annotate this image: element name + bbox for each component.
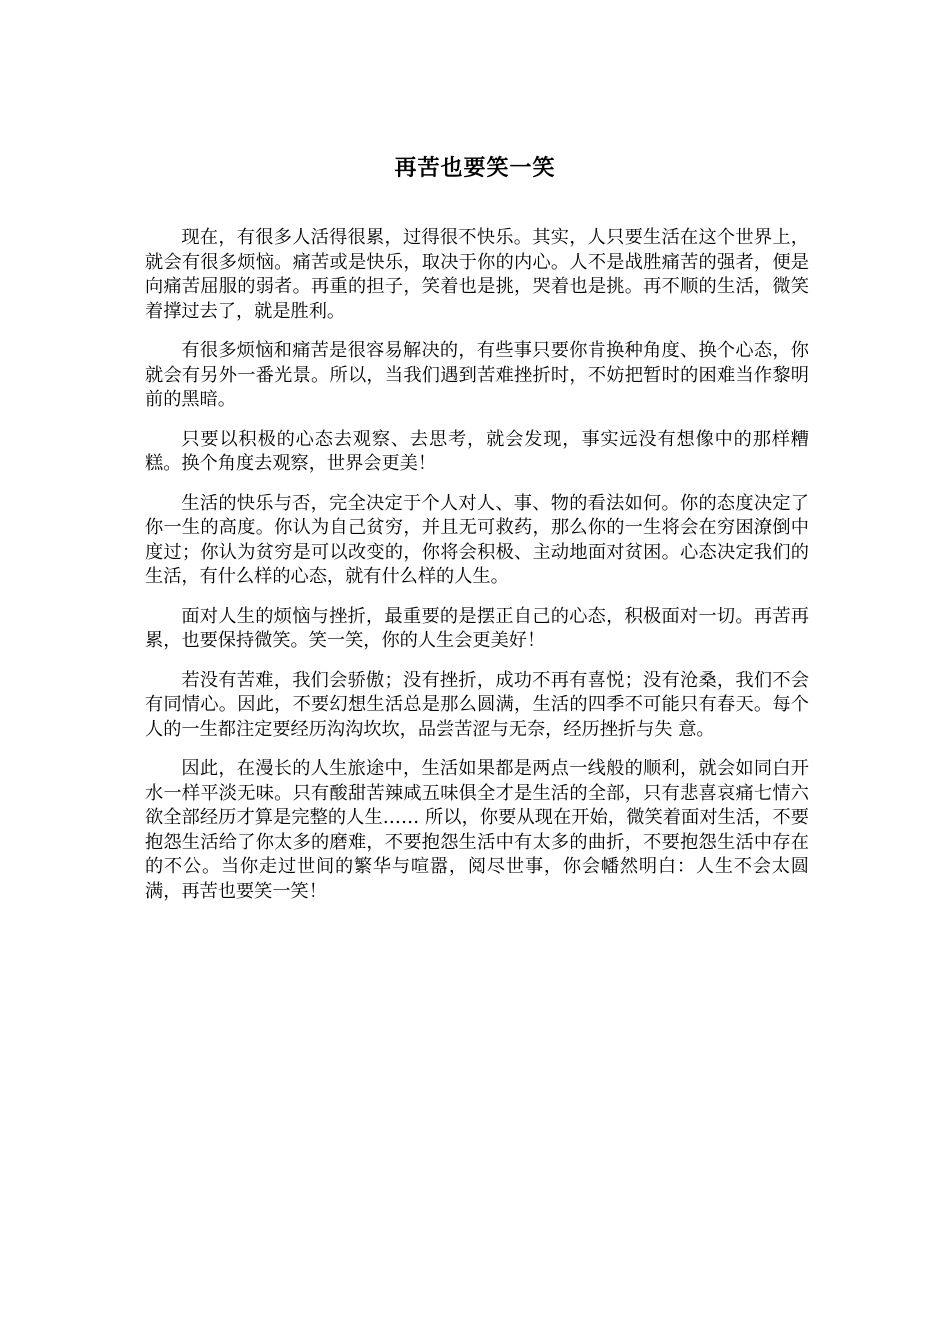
paragraph-2: 有很多烦恼和痛苦是很容易解决的，有些事只要你肯换种角度、换个心态，你就会有另外一番光景。所以，当我们遇到苦难挫折时，不妨把暂时的困难当作黎明前的黑暗。 xyxy=(145,340,809,410)
paragraph-7: 因此，在漫长的人生旅途中，生活如果都是两点一线般的顺利，就会如同白开水一样平淡无味。只有酸甜苦辣咸五味俱全才是生活的全部，只有悲喜哀痛七情六欲全部经历才算是完整的人生…… 所以，你要从现在开始，微笑着面对生活，不要抱怨生活给了你太多的磨难，不要抱怨生活中有太多的曲折，不要抱怨生活中存在的不公。当你走过世间的繁华与喧嚣，阅尽世事，你会幡然明白：人生不会太圆满，再苦也要笑一笑！ xyxy=(145,758,809,902)
document-title: 再苦也要笑一笑 xyxy=(394,155,556,181)
document-body xyxy=(145,226,809,919)
paragraph-5: 面对人生的烦恼与挫折，最重要的是摆正自己的心态，积极面对一切。再苦再累，也要保持微笑。笑一笑，你的人生会更美好！ xyxy=(145,605,809,651)
paragraph-3: 只要以积极的心态去观察、去思考，就会发现，事实远没有想像中的那样糟糕。换个角度去观察，世界会更美！ xyxy=(145,428,809,474)
paragraph-6: 若没有苦难，我们会骄傲；没有挫折，成功不再有喜悦；没有沧桑，我们不会有同情心。因此，不要幻想生活总是那么圆满，生活的四季不可能只有春天。每个人的一生都注定要经历沟沟坎坎，品尝苦涩与无奈，经历挫折与失 意。 xyxy=(145,669,809,740)
paragraph-4: 生活的快乐与否，完全决定于个人对人、事、物的看法如何。你的态度决定了你一生的高度。你认为自己贫穷，并且无可救药，那么你的一生将会在穷困潦倒中度过；你认为贫穷是可以改变的，你将会积极、主动地面对贫困。心态决定我们的生活，有什么样的心态，就有什么样的人生。 xyxy=(145,492,809,587)
paragraph-1: 现在，有很多人活得很累，过得很不快乐。其实，人只要生活在这个世界上，就会有很多烦恼。痛苦或是快乐，取决于你的内心。人不是战胜痛苦的强者，便是向痛苦屈服的弱者。再重的担子，笑着也是挑，哭着也是挑。再不顺的生活，微笑着撑过去了，就是胜利。 xyxy=(145,227,809,322)
